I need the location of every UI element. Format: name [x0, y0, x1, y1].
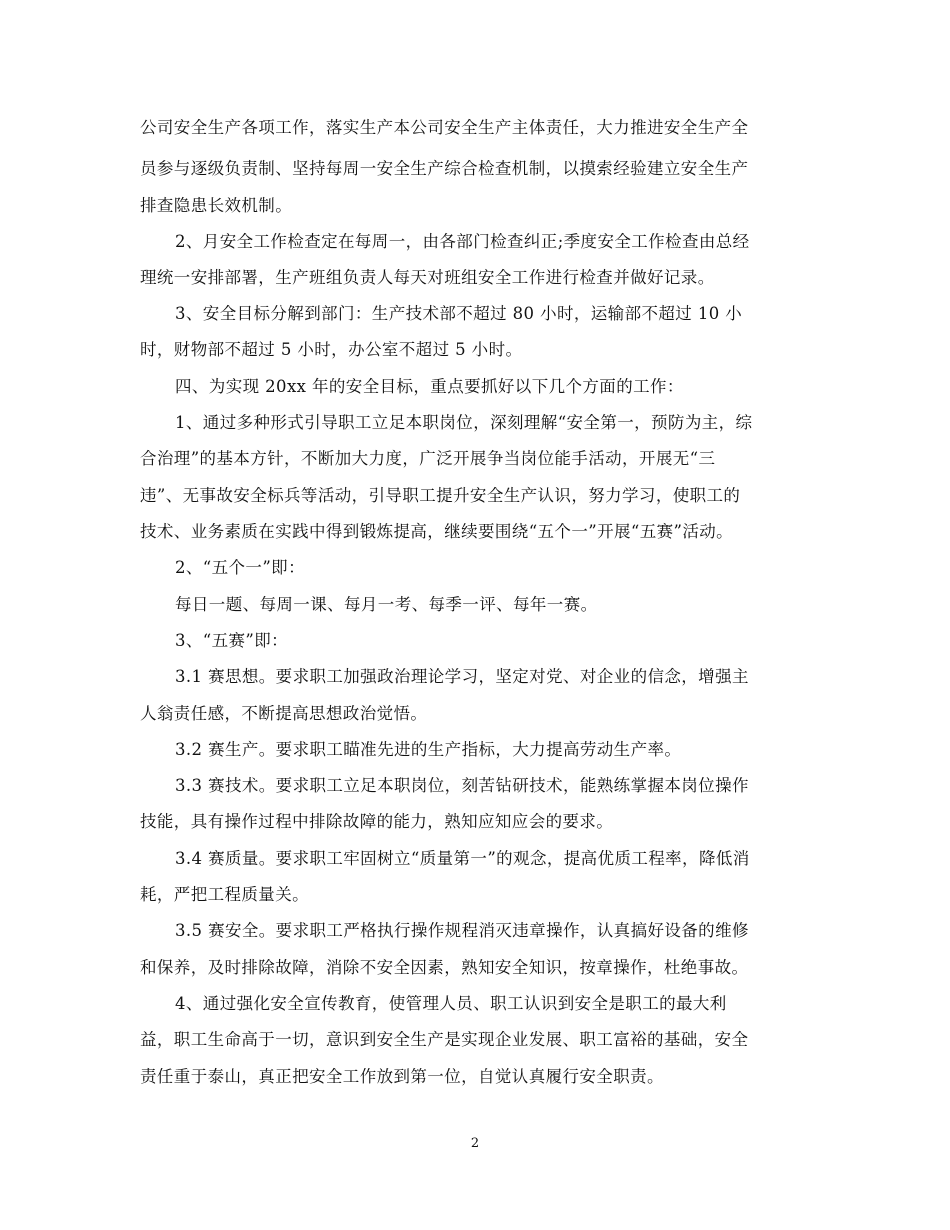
body-text-line: 2、“五个一”即：	[175, 558, 305, 577]
body-text-line: 1、通过多种形式引导职工立足本职岗位，深刻理解“安全第一，预防为主，综	[175, 413, 753, 432]
body-text-line: 耗，严把工程质量关。	[140, 885, 309, 904]
body-text-line: 3.1 赛思想。要求职工加强政治理论学习，坚定对党、对企业的信念，增强主	[175, 667, 749, 686]
body-text-line: 理统一安排部署，生产班组负责人每天对班组安全工作进行检查并做好记录。	[140, 268, 715, 287]
body-text-line: 3.4 赛质量。要求职工牢固树立“质量第一”的观念，提高优质工程率，降低消	[175, 849, 750, 868]
body-text-line: 3、“五赛”即：	[175, 631, 289, 650]
body-text-line: 和保养，及时排除故障，消除不安全因素，熟知安全知识，按章操作，杜绝事故。	[140, 958, 749, 977]
body-text-line: 人翁责任感，不断提高思想政治觉悟。	[140, 704, 428, 723]
body-text-line: 每日一题、每周一课、每月一考、每季一评、每年一赛。	[175, 595, 598, 614]
body-text-line: 3.2 赛生产。要求职工瞄准先进的生产指标，大力提高劳动生产率。	[175, 740, 682, 759]
page-number: 2	[470, 1136, 480, 1151]
body-text-line: 技术、业务素质在实践中得到锻炼提高，继续要围绕“五个一”开展“五赛”活动。	[140, 522, 734, 541]
body-text-line: 益，职工生命高于一切，意识到安全生产是实现企业发展、职工富裕的基础，安全	[140, 1030, 749, 1049]
body-text-line: 员参与逐级负责制、坚持每周一安全生产综合检查机制，以摸索经验建立安全生产	[140, 159, 749, 178]
body-text-line: 2、月安全工作检查定在每周一，由各部门检查纠正;季度安全工作检查由总经	[175, 232, 750, 251]
body-text-line: 4、通过强化安全宣传教育，使管理人员、职工认识到安全是职工的最大利	[175, 994, 727, 1013]
body-text-line: 3.3 赛技术。要求职工立足本职岗位，刻苦钻研技术，能熟练掌握本岗位操作	[175, 776, 749, 795]
body-text-line: 四、为实现 20xx 年的安全目标，重点要抓好以下几个方面的工作：	[175, 377, 684, 396]
body-text-line: 公司安全生产各项工作，落实生产本公司安全生产主体责任，大力推进安全生产全	[140, 118, 749, 137]
body-text-line: 合治理”的基本方针，不断加大力度，广泛开展争当岗位能手活动，开展无“三	[140, 449, 716, 468]
body-text-line: 3、安全目标分解到部门：生产技术部不超过 80 小时，运输部不超过 10 小	[175, 304, 743, 323]
body-text-line: 排查隐患长效机制。	[140, 196, 293, 215]
body-text-line: 技能，具有操作过程中排除故障的能力，熟知应知应会的要求。	[140, 812, 614, 831]
body-text-line: 违”、无事故安全标兵等活动，引导职工提升安全生产认识，努力学习，使职工的	[140, 486, 741, 505]
body-text-line: 责任重于泰山，真正把安全工作放到第一位，自觉认真履行安全职责。	[140, 1067, 664, 1086]
body-text-line: 3.5 赛安全。要求职工严格执行操作规程消灭违章操作，认真搞好设备的维修	[175, 921, 749, 940]
body-text-line: 时，财物部不超过 5 小时，办公室不超过 5 小时。	[140, 340, 523, 359]
